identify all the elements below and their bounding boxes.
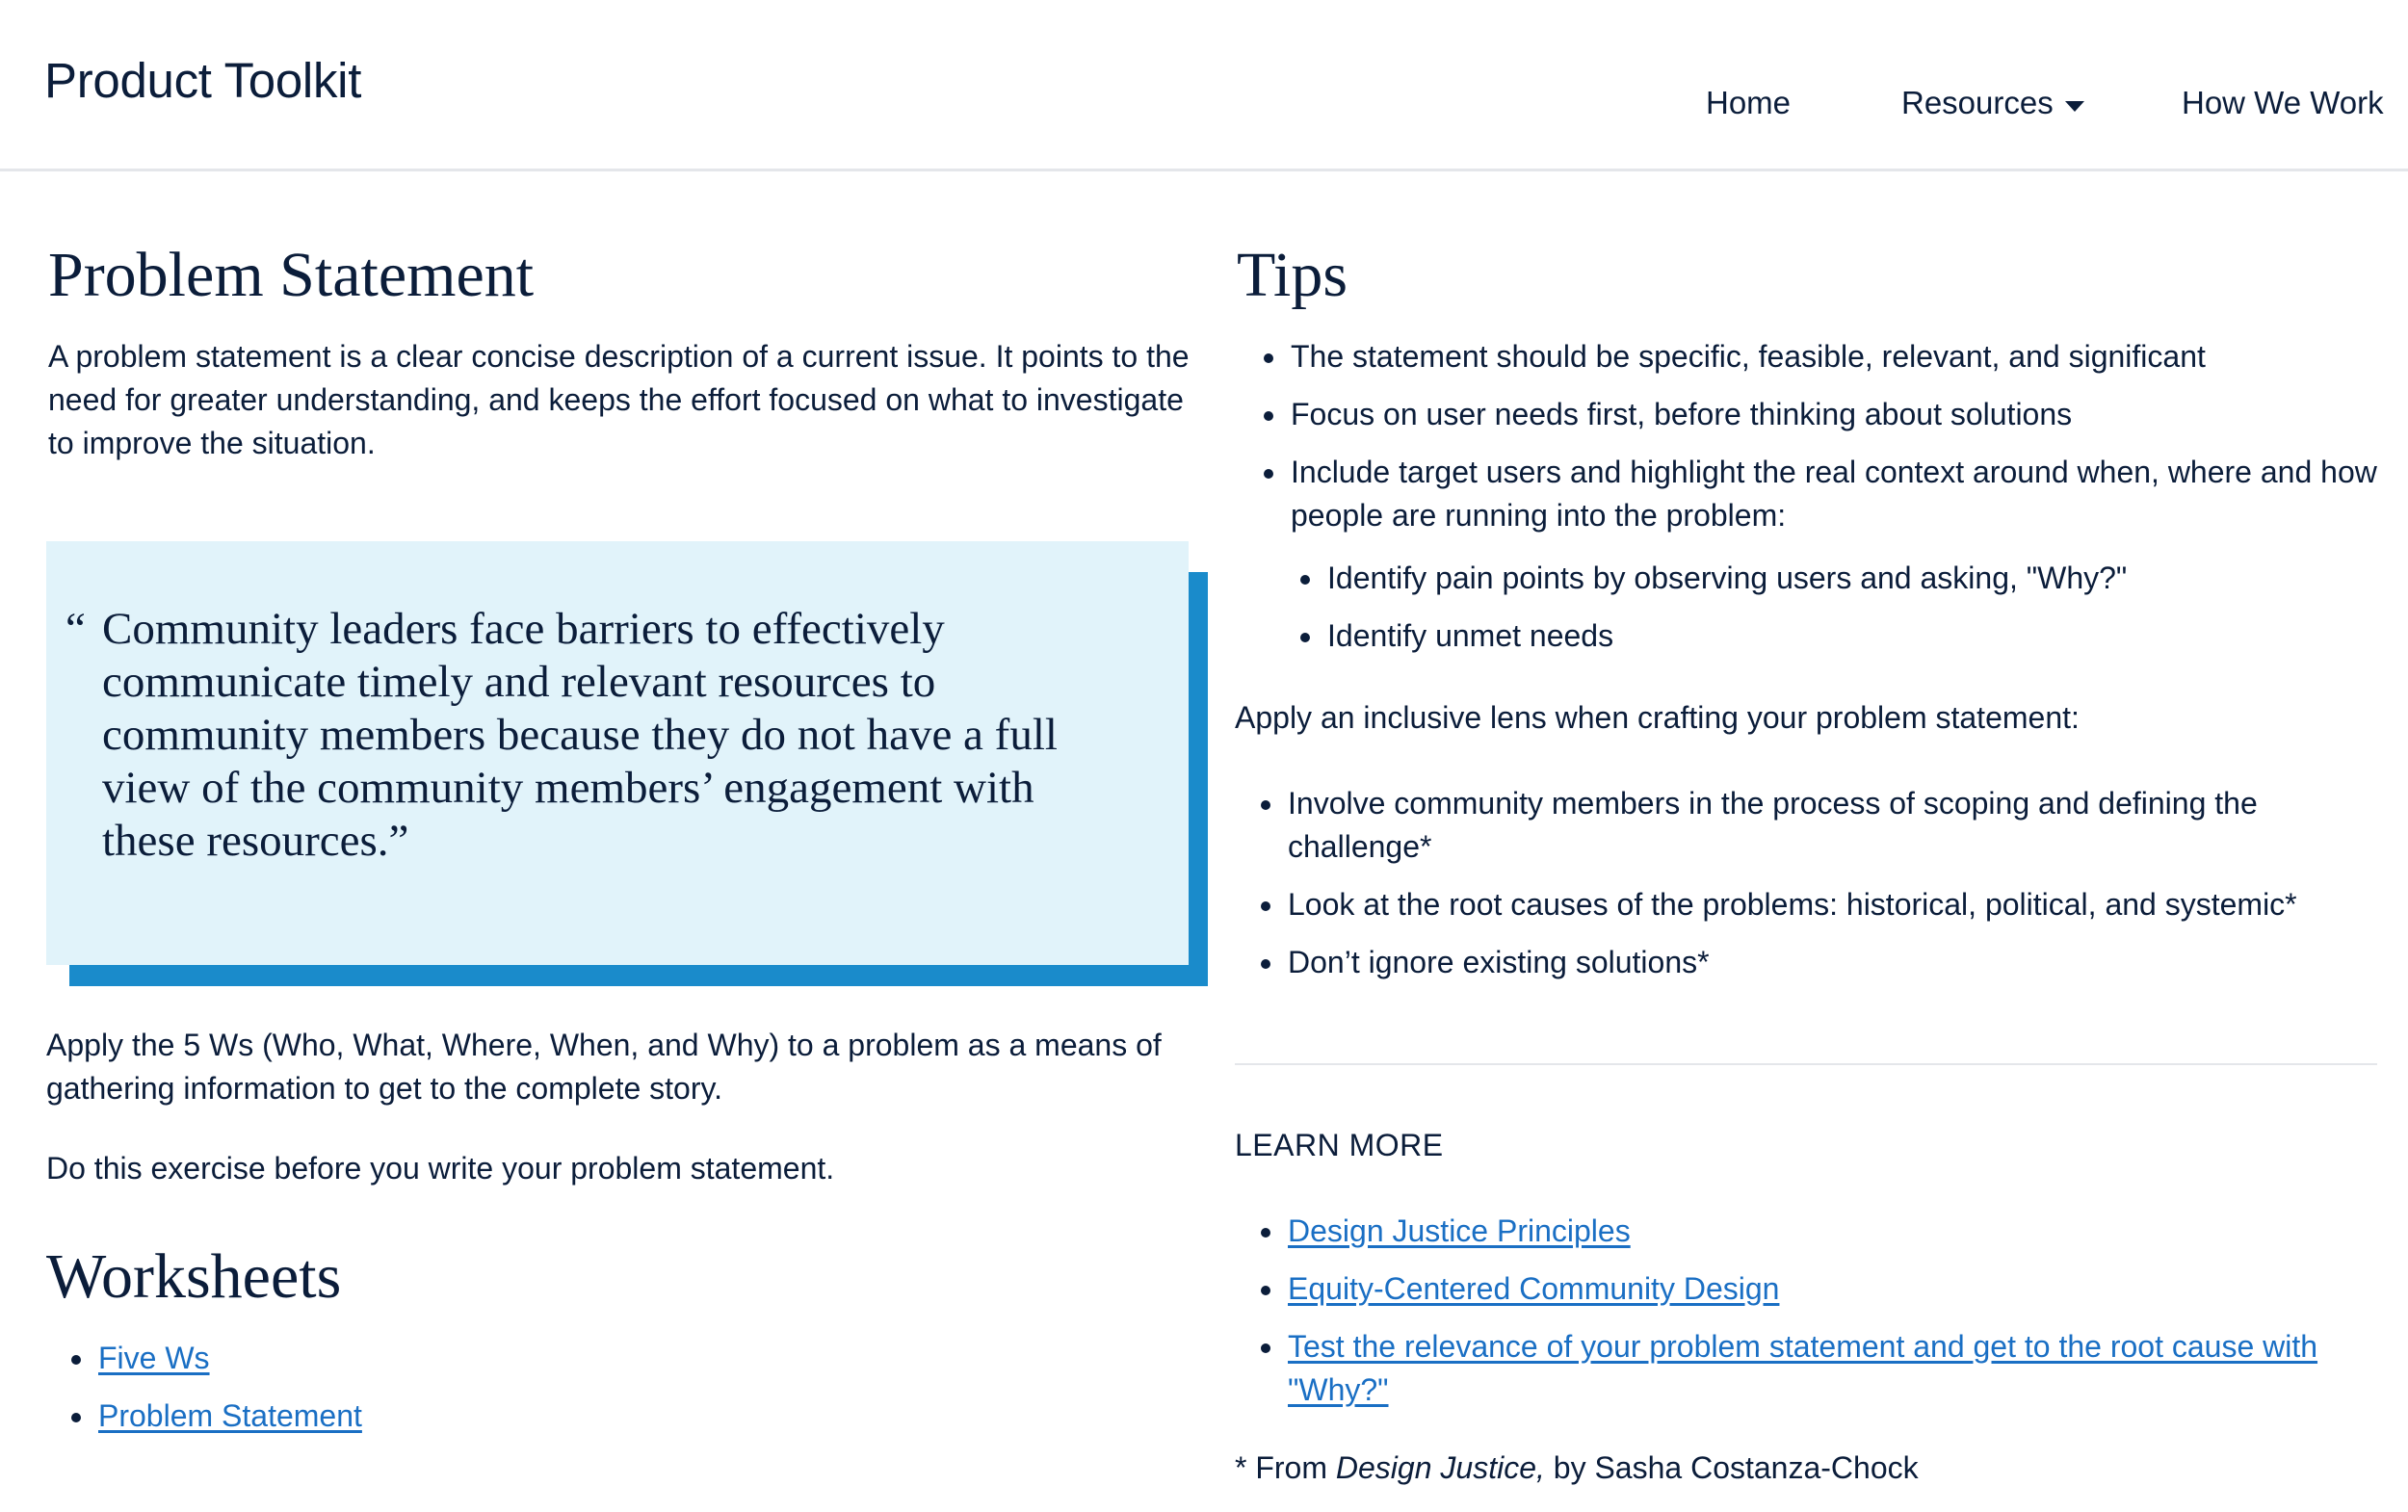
footnote-title: Design Justice, <box>1335 1450 1545 1485</box>
list-item <box>1291 451 2389 658</box>
link-test-relevance-why[interactable]: Test the relevance of your problem statement and get to the root cause with "Why?" <box>1288 1329 2318 1407</box>
list-item: Focus on user needs first, before thinking about solutions <box>1291 393 2389 436</box>
list-item <box>1288 1267 2386 1311</box>
list-item: The statement should be specific, feasible, relevant, and significant <box>1291 335 2389 378</box>
tips-sub-list <box>1327 557 2389 658</box>
tip-text: Include target users and highlight the real context around when, where and how people are running into the problem: <box>1291 455 2377 533</box>
problem-statement-heading: Problem Statement <box>48 240 535 310</box>
footnote-prefix: * From <box>1235 1450 1336 1485</box>
site-title[interactable]: Product Toolkit <box>44 53 362 108</box>
learn-more-heading: LEARN MORE <box>1235 1128 1444 1162</box>
link-design-justice-principles[interactable]: Design Justice Principles <box>1288 1213 1631 1248</box>
nav-how-we-work[interactable]: How We Work <box>2182 85 2384 120</box>
footnote <box>1235 1447 1919 1490</box>
list-item: Don’t ignore existing solutions* <box>1288 941 2386 984</box>
tips-heading: Tips <box>1237 240 1348 310</box>
link-equity-centered-design[interactable]: Equity-Centered Community Design <box>1288 1271 1780 1306</box>
footnote-suffix: by Sasha Costanza-Chock <box>1544 1450 1919 1485</box>
list-item: Identify unmet needs <box>1327 614 2389 658</box>
list-item: Involve community members in the process of scoping and defining the challenge* <box>1288 782 2386 869</box>
nav-resources-label: Resources <box>1901 85 2054 120</box>
list-item <box>1288 1325 2386 1412</box>
five-ws-text: Apply the 5 Ws (Who, What, Where, When, and Why) to a problem as a means of gathering information to get to the complete story. <box>46 1028 1162 1106</box>
quote-open-mark: “ <box>65 604 86 654</box>
exercise-text: Do this exercise before you write your problem statement. <box>46 1151 835 1186</box>
worksheet-link-problem-statement[interactable]: Problem Statement <box>98 1398 362 1433</box>
site-header <box>0 0 2408 171</box>
worksheets-list <box>98 1337 362 1452</box>
list-item <box>98 1337 362 1380</box>
inclusive-list <box>1288 782 2386 999</box>
example-quote: Community leaders face barriers to effectively communicate timely and relevant resources to community members because they do not have a full view of the community members’ engagement with these resources.” <box>102 604 1058 866</box>
learn-more-list <box>1288 1210 2386 1426</box>
list-item <box>98 1395 362 1438</box>
chevron-down-icon <box>2065 84 2084 120</box>
list-item: Look at the root causes of the problems: historical, political, and systemic* <box>1288 883 2386 926</box>
worksheets-heading: Worksheets <box>46 1241 342 1312</box>
inclusive-intro: Apply an inclusive lens when crafting your problem statement: <box>1235 700 2080 735</box>
list-item: Identify pain points by observing users and asking, "Why?" <box>1327 557 2389 600</box>
problem-intro: A problem statement is a clear concise description of a current issue. It points to the need for greater understanding, and keeps the effort focused on what to investigate to improve the situation. <box>48 339 1190 460</box>
nav-home[interactable]: Home <box>1706 85 1792 120</box>
divider <box>1235 1063 2377 1065</box>
tips-list <box>1291 335 2389 672</box>
nav-resources[interactable] <box>1901 85 2084 123</box>
worksheet-link-five-ws[interactable]: Five Ws <box>98 1341 210 1375</box>
list-item <box>1288 1210 2386 1253</box>
